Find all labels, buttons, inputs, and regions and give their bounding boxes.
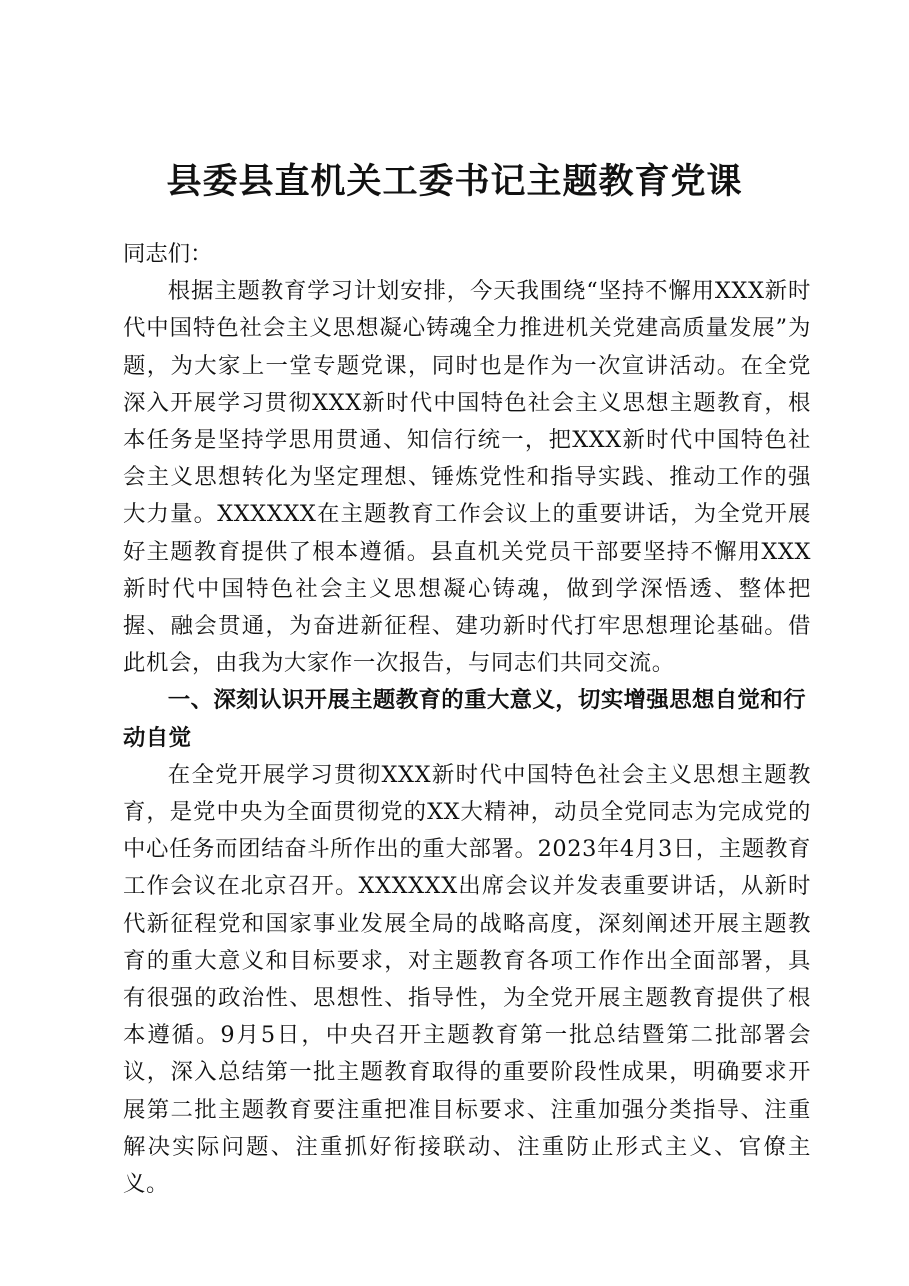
document-body xyxy=(123,236,811,1203)
document-title: 县委县直机关工委书记主题教育党课 xyxy=(166,161,743,202)
body-paragraph-2: 在全党开展学习贯彻XXX新时代中国特色社会主义思想主题教育，是党中央为全面贯彻党的XX大精神，动员全党同志为完成党的中心任务而团结奋斗所作出的重大部署。2023年4月3日，主题教育工作会议在北京召开。XXXXXX出席会议并发表重要讲话，从新时代新征程党和国家事业发展全局的战略高度，深刻阐述开展主题教育的重大意义和目标要求，对主题教育各项工作作出全面部署，具有很强的政治性、思想性、指导性，为全党开展主题教育提供了根本遵循。9月5日，中央召开主题教育第一批总结暨第二批部署会议，深入总结第一批主题教育取得的重要阶段性成果，明确要求开展第二批主题教育要注重把准目标要求、注重加强分类指导、注重解决实际问题、注重抓好衔接联动、注重防止形式主义、官僚主义。 xyxy=(123,761,811,1198)
section-heading-1: 一、深刻认识开展主题教育的重大意义，切实增强思想自觉和行动自觉 xyxy=(123,687,806,751)
body-paragraph-1: 根据主题教育学习计划安排，今天我围绕“坚持不懈用XXX新时代中国特色社会主义思想凝心铸魂全力推进机关党建高质量发展”为题，为大家上一堂专题党课，同时也是作为一次宣讲活动。在全党深入开展学习贯彻XXX新时代中国特色社会主义思想主题教育，根本任务是坚持学思用贯通、知信行统一，把XXX新时代中国特色社会主义思想转化为坚定理想、锤炼党性和指导实践、推动工作的强大力量。XXXXXX在主题教育工作会议上的重要讲话，为全党开展好主题教育提供了根本遵循。县直机关党员干部要坚持不懈用XXX新时代中国特色社会主义思想凝心铸魂，做到学深悟透、整体把握、融会贯通，为奋进新征程、建功新时代打牢思想理论基础。借此机会，由我为大家作一次报告，与同志们共同交流。 xyxy=(123,278,811,677)
salutation: 同志们： xyxy=(123,241,213,267)
